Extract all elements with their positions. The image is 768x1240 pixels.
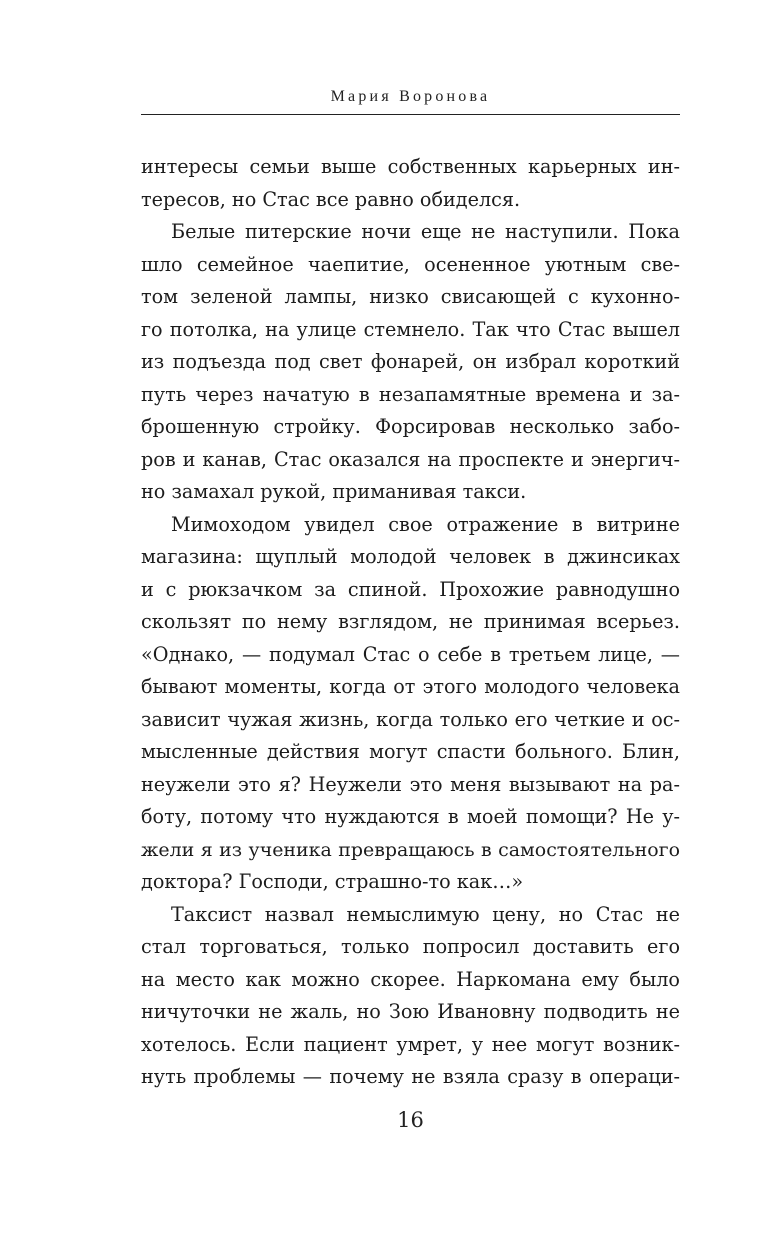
text-line: ничуточки не жаль, но Зою Ивановну подводить не xyxy=(141,1000,680,1023)
text-line: го потолка, на улице стемнело. Так что Стас вышел xyxy=(141,317,680,341)
text-line: из подъезда под свет фонарей, он избрал короткий xyxy=(141,350,680,373)
text-line: доктора? Господи, страшно-то как…» xyxy=(141,870,524,893)
body-text xyxy=(141,151,680,1094)
text-line: и с рюкзачком за спиной. Прохожие равнодушно xyxy=(141,577,680,601)
text-line: боту, потому что нуждаются в моей помощи? Не у- xyxy=(141,805,680,828)
text-line: Белые питерские ночи еще не наступили. Пока xyxy=(171,220,680,243)
text-line: жели я из ученика превращаюсь в самостоятельного xyxy=(141,838,680,861)
text-line: брошенную стройку. Форсировав несколько забо- xyxy=(141,415,680,438)
text-line: Мимоходом увидел свое отражение в витрине xyxy=(171,512,680,536)
text-line: магазина: щуплый молодой человек в джинсиках xyxy=(141,545,680,568)
text-line: ров и канав, Стас оказался на проспекте и энергич- xyxy=(141,447,680,471)
text-line: стал торговаться, только попросил доставить его xyxy=(141,935,680,958)
page-number: 16 xyxy=(397,1108,424,1132)
header-rule xyxy=(141,114,680,115)
text-line: бывают моменты, когда от этого молодого человека xyxy=(141,675,680,698)
text-line: нуть проблемы — почему не взяла сразу в операци- xyxy=(141,1065,680,1088)
text-line: хотелось. Если пациент умрет, у нее могут возник- xyxy=(141,1032,680,1056)
text-line: путь через начатую в незапамятные времена и за- xyxy=(141,382,680,406)
text-line: мысленные действия могут спасти больного. Блин, xyxy=(141,740,680,763)
text-line: интересы семьи выше собственных карьерных ин- xyxy=(141,155,680,178)
text-line: шло семейное чаепитие, осененное уютным све- xyxy=(141,252,680,276)
text-line: том зеленой лампы, низко свисающей с кухонно- xyxy=(141,285,680,308)
text-line: тересов, но Стас все равно обиделся. xyxy=(141,187,521,211)
running-header-author: Мария Воронова xyxy=(330,88,491,105)
text-line: Таксист назвал немыслимую цену, но Стас не xyxy=(171,902,680,926)
text-line: на место как можно скорее. Наркомана ему было xyxy=(141,967,680,991)
text-line: скользят по нему взглядом, не принимая всерьез. xyxy=(141,610,680,633)
text-line: зависит чужая жизнь, когда только его четкие и ос- xyxy=(141,707,680,731)
text-line: «Однако, — подумал Стас о себе в третьем лице, — xyxy=(141,642,680,666)
text-line: но замахал рукой, приманивая такси. xyxy=(141,480,527,503)
text-line: неужели это я? Неужели это меня вызывают на ра- xyxy=(141,772,680,796)
